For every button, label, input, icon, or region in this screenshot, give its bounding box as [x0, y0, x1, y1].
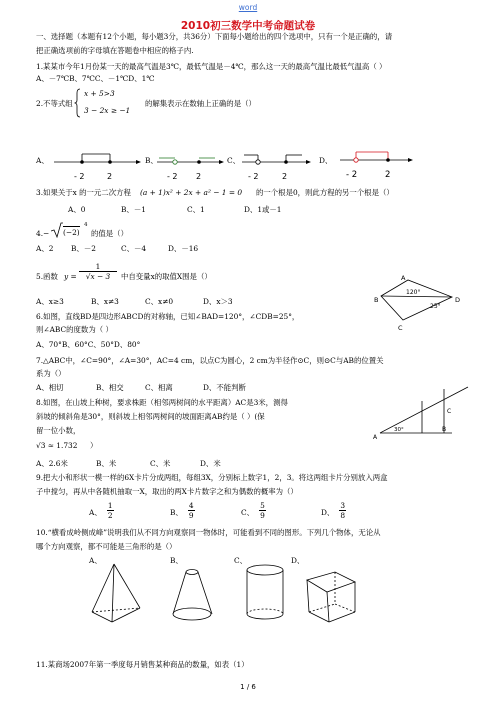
q2-suffix: 的解集表示在数轴上正确的是（） [145, 99, 256, 108]
q8-figure-slope [372, 383, 470, 443]
q8-line3: 留一位小数， [36, 426, 81, 435]
q4-suffix: 的值是（） [91, 229, 128, 238]
q2-option-a-label: A、 [36, 156, 49, 165]
q7-line1: 7.△ABC中，∠C=90°，∠A=30°，AC=4 cm，以点C为圆心，2 cm为半径作⊙C，则⊙C与AB的位置关 [36, 356, 384, 365]
q9-b-den: 9 [188, 511, 194, 520]
q2-c-tick-2: 2 [282, 172, 288, 181]
q3-option-a: A、0 [68, 205, 86, 214]
q5-option-a: A、x≥3 [36, 297, 64, 306]
q9-option-b [170, 500, 195, 520]
q2-numberline-d [338, 150, 414, 184]
q9-d-den: 8 [340, 511, 346, 520]
q8-line1: 8.如图，在山坡上种树，要求株距（相邻两树间的水平距离）AC是3米，测得 [36, 398, 288, 407]
q7-option-c: C、相离 [145, 383, 173, 392]
q2-option-c-label: C、 [227, 156, 241, 165]
q9-option-d-label: D、 [321, 508, 335, 517]
q9-a-den: 2 [107, 511, 113, 520]
q7-line2: 系为（） [36, 369, 66, 378]
q9-option-c-fraction [259, 501, 266, 520]
q6-label-b: B [374, 296, 379, 304]
q2-d-tick-neg2: - 2 [346, 170, 358, 180]
q6-angle-25: 25° [430, 303, 441, 310]
q10-line1: 10.“横看成岭侧成峰”说明我们从不同方向观察同一物体时，可能看到不同的图形。下列几个物体，无论从 [36, 528, 381, 537]
q6-label-c: C [398, 324, 403, 332]
q9-option-b-fraction [188, 501, 195, 520]
q10-cylinder-icon [243, 562, 287, 626]
q10-cone-icon [170, 566, 220, 624]
q8-option-c: C、米 [150, 459, 171, 468]
q8-option-a: A、2.6米 [36, 459, 68, 468]
q5-denominator: √x − 3 [85, 272, 111, 281]
q5-option-b: B、x≠3 [91, 297, 119, 306]
q8-label-a: A [373, 434, 378, 441]
q8-label-b: B [442, 426, 447, 433]
q6-label-a: A [401, 274, 406, 282]
q6-line1: 6.如图，直线BD是四边形ABCD的对称轴，已知∠BAD=120°，∠CDB=25°， [36, 312, 300, 321]
q7-option-b: B、相交 [96, 383, 124, 392]
q1-options: A、－7℃B、7℃C、－1℃D、1℃ [36, 74, 155, 83]
q9-a-num: 1 [107, 501, 113, 510]
q9-c-num: 5 [260, 501, 265, 510]
q8-approx: √3 ≈ 1.732 [36, 441, 78, 450]
q3-prefix: 3.如果关于x 的一元二次方程 [36, 188, 131, 197]
q5-option-d: D、x＞3 [203, 297, 233, 306]
q2-d-tick-2: 2 [385, 170, 391, 180]
q9-option-c [241, 500, 266, 520]
q3-option-c: C、1 [187, 205, 205, 214]
q2-a-tick-2: 2 [107, 172, 113, 181]
q4-radicand: (−2) [63, 228, 80, 237]
q2-option-b-label: B、 [145, 156, 158, 165]
q3-option-b: B、－1 [121, 205, 146, 214]
q4-option-d: D、－16 [168, 244, 199, 253]
section-instructions-line1: 一、选择题（本题有12个小题，每小题3分，共36分）下面每小题给出的四个选项中，只有一个是正确的，请 [36, 32, 393, 41]
q4-option-b: B、－2 [71, 244, 96, 253]
section-instructions-line2: 把正确选项前的字母填在答题卷中相应的格子内. [36, 46, 194, 55]
q2-prefix: 2.不等式组 [36, 99, 73, 108]
q9-d-num: 3 [340, 501, 346, 510]
q9-option-b-label: B、 [170, 508, 183, 517]
q10-option-d-label: D、 [291, 556, 305, 565]
q7-option-a: A、相切 [36, 383, 64, 392]
q8-option-d: D、米 [200, 459, 221, 468]
q4-radical-sign [51, 222, 63, 238]
q4-exponent: 4 [84, 222, 88, 228]
q8-close-paren: ） [90, 441, 98, 450]
q10-cube-icon [303, 560, 359, 624]
q10-line2: 哪个方向观察，都不可能是三角形的是（） [36, 542, 177, 551]
q6-line2: 则∠ABC的度数为（ ） [36, 325, 113, 334]
q9-option-a-label: A、 [89, 508, 102, 517]
q8-label-c: C [447, 408, 452, 415]
q9-c-den: 9 [260, 511, 265, 520]
q2-numberline-c [240, 152, 312, 184]
q2-inequality-2: 3 − 2x ≥ −1 [84, 106, 131, 115]
q5-option-c: C、x≠0 [145, 297, 174, 306]
q2-brace [74, 88, 82, 118]
q8-option-b: B、米 [96, 459, 117, 468]
q5-fraction [79, 262, 117, 281]
q2-numberline-b [155, 152, 225, 184]
q10-pyramid-icon [88, 562, 144, 626]
q8-angle-30: 30° [394, 427, 404, 433]
q4-sign: − [43, 229, 50, 238]
page-title: 2010初三数学中考命题试卷 [180, 20, 316, 32]
q1-text: 1.某某市今年1月份某一天的最高气温是3℃，最低气温是－4℃，那么这一天的最高气温比最低气温高（ ） [36, 62, 387, 71]
q9-line2: 子中搅匀，再从中各随机抽取一X，取出的两X卡片数字之和为偶数的概率为（） [36, 487, 298, 496]
q9-option-a-fraction [107, 501, 114, 520]
q5-suffix: 中自变量x的取值X围是（） [121, 272, 212, 281]
q8-line2: 斜坡的倾斜角是30°，则斜坡上相邻两树间的坡面距离AB约是（ ）(保 [36, 412, 265, 421]
q9-option-a [89, 500, 114, 520]
q9-b-num: 4 [188, 501, 194, 510]
q3-equation: (a + 1)x² + 2x + a² − 1 = 0 [140, 188, 243, 197]
q6-label-d: D [455, 296, 461, 304]
q9-option-c-label: C、 [241, 508, 255, 517]
q6-angle-120: 120° [406, 289, 421, 296]
q9-line1: 9.把大小和形状一模一样的6X卡片分成两组，每组3X，分别标上数字1，2，3。将这两组卡片分别放入两盒 [36, 473, 388, 482]
q9-option-d-fraction [339, 501, 346, 520]
q2-b-tick-2: 2 [196, 172, 202, 181]
q4-prefix: 4. [36, 229, 44, 238]
q9-option-d [321, 500, 346, 520]
q2-c-tick-neg2: - 2 [248, 172, 259, 181]
q10-option-b-label: B、 [170, 556, 183, 565]
q6-options: A、70°B、60°C、50°D、80° [36, 340, 141, 349]
q5-prefix: 5.函数 [36, 272, 58, 281]
q4-option-c: C、－4 [121, 244, 147, 253]
q5-numerator: 1 [79, 262, 117, 272]
q10-option-a-label: A、 [89, 556, 102, 565]
q10-option-c-label: C、 [234, 556, 248, 565]
q2-inequality-1: x + 5>3 [84, 89, 115, 98]
q6-figure-quadrilateral [370, 274, 470, 336]
q2-b-tick-neg2: - 2 [167, 172, 178, 181]
header-word-link[interactable]: word [238, 3, 258, 12]
q3-option-d: D、1或－1 [244, 205, 282, 214]
page-number: 1 / 6 [240, 683, 256, 691]
q4-option-a: A、2 [36, 244, 54, 253]
q3-suffix: 的一个根是0，则此方程的另一个根是（） [256, 188, 394, 197]
q5-radicand: x − 3 [90, 272, 111, 281]
q5-y: y = [64, 272, 77, 281]
q7-option-d: D、不能判断 [203, 383, 246, 392]
q2-option-d-label: D、 [319, 156, 333, 165]
q2-a-tick-neg2: - 2 [74, 172, 85, 181]
q11-line1: 11.某商场2007年第一季度每月销售某种商品的数量，如表（1） [36, 660, 249, 669]
q2-numberline-a [52, 152, 142, 184]
